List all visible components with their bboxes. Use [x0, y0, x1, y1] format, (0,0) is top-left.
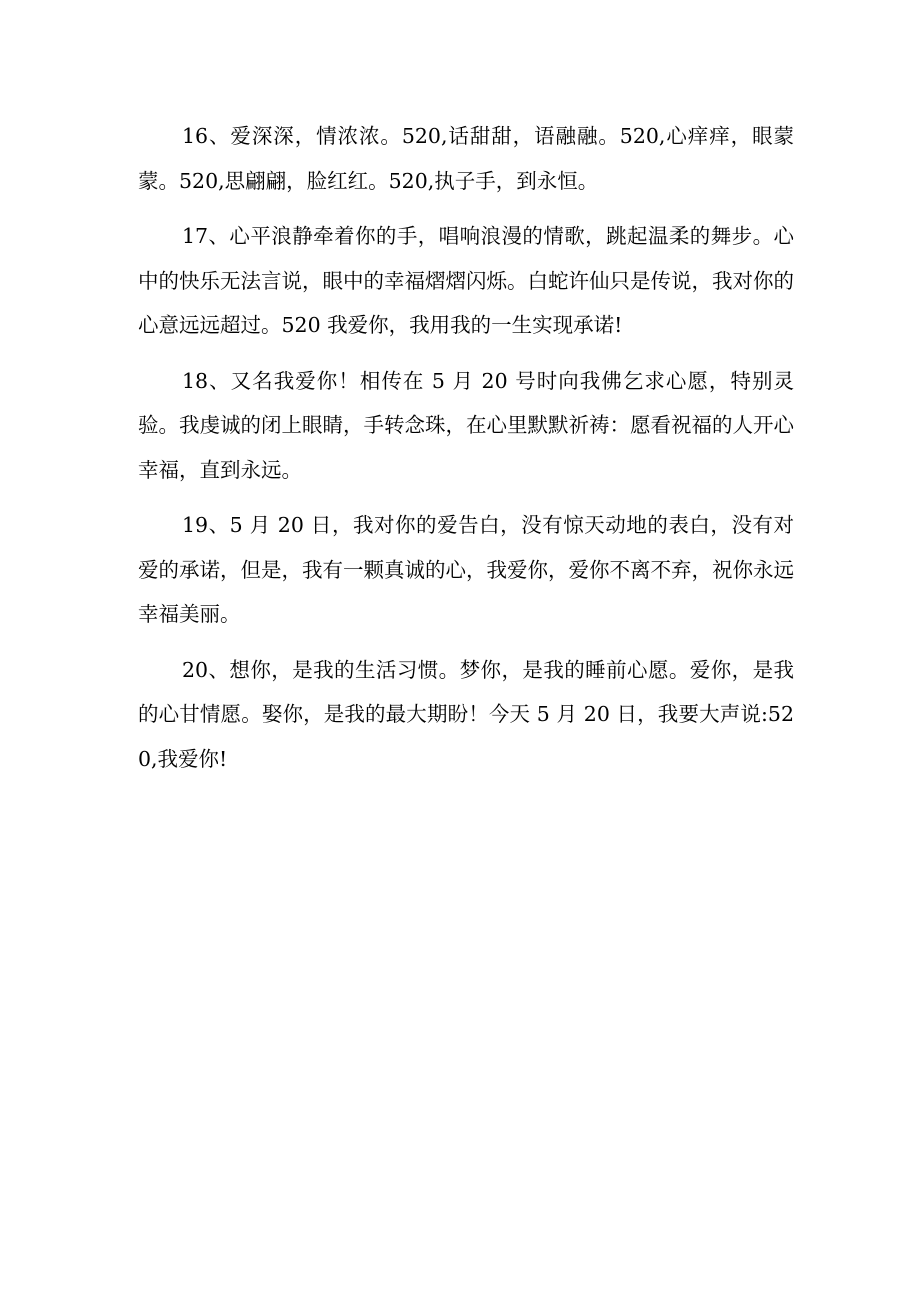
paragraph-20: 20、想你，是我的生活习惯。梦你，是我的睡前心愿。爱你，是我的心甘情愿。娶你，是我的最大期盼！今天 5 月 20 日，我要大声说:520,我爱你!	[138, 657, 794, 771]
paragraph-17: 17、心平浪静牵着你的手，唱响浪漫的情歌，跳起温柔的舞步。心中的快乐无法言说，眼中的幸福熠熠闪烁。白蛇许仙只是传说，我对你的心意远远超过。520 我爱你，我用我的一生实现承诺!	[138, 224, 794, 337]
paragraph-18: 18、又名我爱你！相传在 5 月 20 号时向我佛乞求心愿，特别灵验。我虔诚的闭上眼睛，手转念珠，在心里默默祈祷：愿看祝福的人开心幸福，直到永远。	[138, 368, 794, 482]
document-body	[138, 114, 794, 792]
paragraph-19: 19、5 月 20 日，我对你的爱告白，没有惊天动地的表白，没有对爱的承诺，但是，我有一颗真诚的心，我爱你，爱你不离不弃，祝你永远幸福美丽。	[138, 513, 794, 626]
paragraph-16: 16、爱深深，情浓浓。520,话甜甜，语融融。520,心痒痒，眼蒙蒙。520,思翩翩，脸红红。520,执子手，到永恒。	[138, 124, 794, 193]
